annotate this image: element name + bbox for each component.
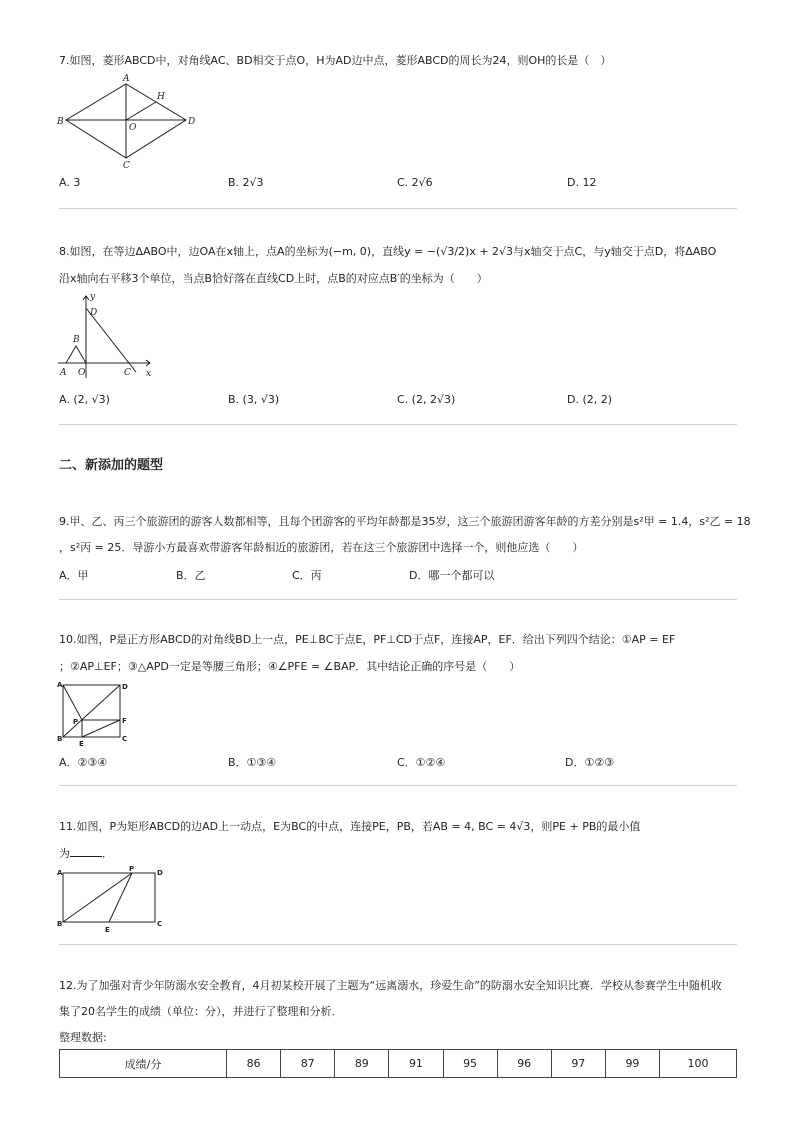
q7-option-b[interactable]: B. 2√3 bbox=[228, 176, 264, 189]
q8-option-c[interactable]: C. (2, 2√3) bbox=[397, 393, 456, 406]
q9-stem-line2: ，s²丙 = 25．导游小方最喜欢带游客年龄相近的旅游团，若在这三个旅游团中选择一个，则他应选（ ） bbox=[59, 541, 584, 554]
q8-label-o: O bbox=[78, 368, 86, 378]
q8-coordinate-figure bbox=[56, 290, 156, 382]
q7-label-h: H bbox=[157, 92, 165, 102]
q9-option-d[interactable]: D．哪一个都可以 bbox=[409, 569, 495, 582]
divider bbox=[59, 599, 737, 600]
table-cell: 97 bbox=[551, 1050, 605, 1078]
q10-square-figure bbox=[56, 677, 136, 749]
divider bbox=[59, 208, 737, 209]
q10-option-d[interactable]: D．①②③ bbox=[565, 756, 615, 769]
q10-label-c: C bbox=[122, 735, 128, 743]
q10-label-e: E bbox=[79, 740, 84, 748]
q8-option-d[interactable]: D. (2, 2) bbox=[567, 393, 613, 406]
q10-label-a: A bbox=[57, 681, 63, 689]
q11-label-e: E bbox=[105, 926, 110, 934]
q10-option-b[interactable]: B．①③④ bbox=[228, 756, 277, 769]
table-cell: 89 bbox=[335, 1050, 389, 1078]
q8-label-d: D bbox=[90, 308, 98, 318]
q11-label-b: B bbox=[57, 920, 63, 928]
q8-label-c: C bbox=[124, 368, 131, 378]
answer-blank[interactable] bbox=[70, 846, 102, 857]
q11-label-d: D bbox=[157, 869, 163, 877]
q7-rhombus-figure bbox=[56, 72, 206, 170]
q11-label-c: C bbox=[157, 920, 163, 928]
q9-stem-line1: 9.甲、乙、丙三个旅游团的游客人数都相等，且每个团游客的平均年龄都是35岁，这三个旅游团游客年龄的方差分别是s²甲 = 1.4，s²乙 = 18 bbox=[59, 515, 751, 528]
q11-stem-line1: 11.如图，P为矩形ABCD的边AD上一动点，E为BC的中点，连接PE，PB，若AB = 4, BC = 4√3，则PE + PB的最小值 bbox=[59, 820, 641, 833]
q10-label-b: B bbox=[57, 735, 63, 743]
q12-stem-line1: 12.为了加强对青少年防溺水安全教育，4月初某校开展了主题为“远离溺水，珍爱生命”的防溺水安全知识比赛．学校从参赛学生中随机收 bbox=[59, 979, 722, 992]
q8-label-y: y bbox=[90, 292, 96, 302]
q8-label-x: x bbox=[146, 369, 152, 379]
q12-stem-line2: 集了20名学生的成绩（单位：分），并进行了整理和分析． bbox=[59, 1005, 343, 1018]
q10-label-p: P bbox=[73, 718, 79, 726]
divider bbox=[59, 785, 737, 786]
q7-option-c[interactable]: C. 2√6 bbox=[397, 176, 433, 189]
q7-label-o: O bbox=[129, 123, 137, 133]
q10-label-d: D bbox=[122, 683, 128, 691]
q9-option-a[interactable]: A．甲 bbox=[59, 569, 89, 582]
table-cell: 86 bbox=[227, 1050, 281, 1078]
q8-option-b[interactable]: B. (3, √3) bbox=[228, 393, 280, 406]
q10-stem-line2: ；②AP⊥EF；③△APD一定是等腰三角形；④∠PFE = ∠BAP．其中结论正确的序号是（ ） bbox=[59, 660, 521, 673]
q10-stem-line1: 10.如图，P是正方形ABCD的对角线BD上一点，PE⊥BC于点E，PF⊥CD于点F，连接AP，EF．给出下列四个结论：①AP = EF bbox=[59, 633, 676, 646]
q10-option-c[interactable]: C．①②④ bbox=[397, 756, 446, 769]
q7-label-a: A bbox=[123, 74, 130, 84]
q9-option-b[interactable]: B．乙 bbox=[176, 569, 206, 582]
table-cell: 100 bbox=[660, 1050, 737, 1078]
q8-option-a[interactable]: A. (2, √3) bbox=[59, 393, 110, 406]
section-title: 二、新添加的题型 bbox=[59, 458, 164, 473]
table-cell: 99 bbox=[605, 1050, 659, 1078]
table-cell: 95 bbox=[443, 1050, 497, 1078]
q8-stem-line2: 沿x轴向右平移3个单位，当点B恰好落在直线CD上时，点B的对应点B′的坐标为（ ） bbox=[59, 272, 488, 285]
q10-label-f: F bbox=[122, 717, 127, 725]
q7-option-d[interactable]: D. 12 bbox=[567, 176, 597, 189]
q11-answer-prefix: 为 bbox=[59, 847, 70, 860]
q7-label-d: D bbox=[188, 117, 196, 127]
q7-label-b: B bbox=[57, 117, 64, 127]
q8-label-b: B bbox=[73, 335, 80, 345]
q8-label-a: A bbox=[60, 368, 67, 378]
q11-label-a: A bbox=[57, 869, 63, 877]
q10-option-a[interactable]: A．②③④ bbox=[59, 756, 108, 769]
table-cell: 91 bbox=[389, 1050, 443, 1078]
q7-label-c: C bbox=[123, 161, 130, 170]
score-table bbox=[59, 1049, 737, 1078]
divider bbox=[59, 944, 737, 945]
table-cell: 96 bbox=[497, 1050, 551, 1078]
divider bbox=[59, 424, 737, 425]
q9-option-c[interactable]: C．丙 bbox=[292, 569, 322, 582]
table-row bbox=[60, 1050, 737, 1078]
table-cell: 87 bbox=[281, 1050, 335, 1078]
q11-stem-line2 bbox=[59, 846, 113, 861]
q12-stem-line3: 整理数据: bbox=[59, 1031, 107, 1044]
q8-stem-line1: 8.如图，在等边ΔABO中，边OA在x轴上，点A的坐标为(−m, 0)，直线y = −(√3/2)x + 2√3与x轴交于点C，与y轴交于点D，将ΔABO bbox=[59, 245, 717, 258]
q11-label-p: P bbox=[129, 866, 135, 873]
table-header-cell: 成绩/分 bbox=[60, 1050, 227, 1078]
q7-stem: 7.如图，菱形ABCD中，对角线AC、BD相交于点O，H为AD边中点，菱形ABCD的周长为24，则OH的长是（ ） bbox=[59, 54, 612, 67]
q11-answer-suffix: ． bbox=[102, 847, 113, 860]
q11-rectangle-figure bbox=[56, 866, 171, 936]
q7-option-a[interactable]: A. 3 bbox=[59, 176, 81, 189]
